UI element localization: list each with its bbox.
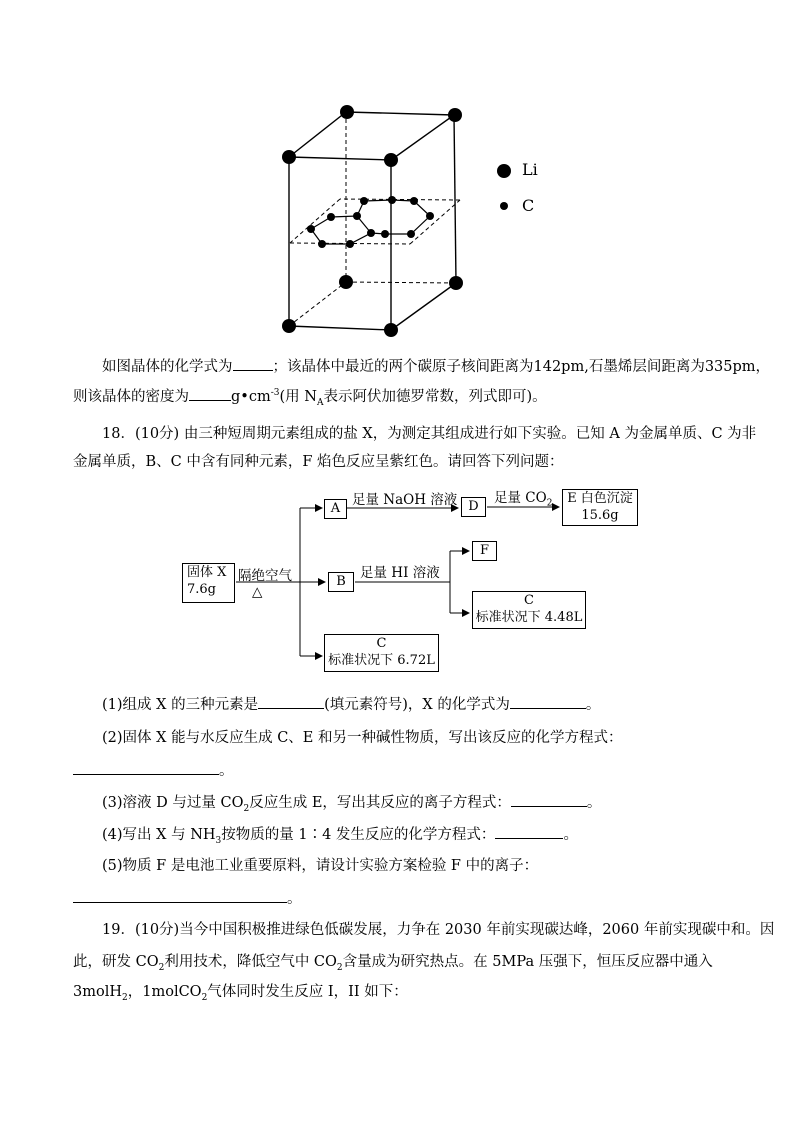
box-a: A xyxy=(324,499,347,519)
heat-symbol: △ xyxy=(252,584,263,600)
box-e: E 白色沉淀 15.6g xyxy=(562,489,638,526)
box-c-lower: C 标准状况下 6.72L xyxy=(324,634,439,672)
q18-sub5-answer: 。 xyxy=(73,888,733,909)
heat-condition-label: 隔绝空气 xyxy=(238,568,292,584)
legend-c-label: C xyxy=(522,196,535,215)
naoh-reagent-label: 足量 NaOH 溶液 xyxy=(352,492,458,508)
q18-sub2-answer: 。 xyxy=(73,760,733,781)
q19-line3: 3molH$_2$，1molCO$_2$气体同时发生反应 I，II 如下： xyxy=(73,984,408,1003)
hi-reagent-label: 足量 HI 溶液 xyxy=(360,565,440,581)
answer-blank[interactable] xyxy=(73,888,287,903)
q18-intro-line1: 18．(10分) 由三种短周期元素组成的盐 X，为测定其组成进行如下实验。已知 A 为金属单质、C 为非 xyxy=(102,426,757,442)
box-d: D xyxy=(461,497,486,517)
answer-blank[interactable] xyxy=(258,694,324,709)
answer-blank[interactable] xyxy=(495,824,563,839)
q18-sub3: (3)溶液 D 与过量 $CO_2$反应生成 E，写出其反应的离子方程式： 。 xyxy=(102,792,762,813)
box-c-upper: C 标准状况下 4.48L xyxy=(472,591,586,629)
q19-line1: 19．(10分)当今中国积极推进绿色低碳发展，力争在 2030 年前实现碳达峰，2060 年前实现碳中和。因 xyxy=(102,922,775,938)
solid-x-box: 固体 X 7.6g xyxy=(182,563,235,603)
box-f: F xyxy=(472,541,497,561)
q18-sub4: (4)写出 X 与 $NH_3$按物质的量 1∶4 发生反应的化学方程式： 。 xyxy=(102,824,762,845)
answer-blank[interactable] xyxy=(73,760,219,775)
answer-blank[interactable] xyxy=(511,792,587,807)
co2-reagent-label: 足量 $CO_2$ xyxy=(494,490,553,509)
answer-blank[interactable] xyxy=(510,694,586,709)
q18-sub5: (5)物质 F 是电池工业重要原料，请设计实验方案检验 F 中的离子： xyxy=(102,858,539,874)
box-b: B xyxy=(328,572,354,592)
q18-sub2: (2)固体 X 能与水反应生成 C、E 和另一种碱性物质，写出该反应的化学方程式： xyxy=(102,730,623,746)
q19-line2: 此，研发 $CO_2$利用技术，降低空气中 $CO_2$含量成为研究热点。在 5MPa 压强下，恒压反应器中通入 xyxy=(73,954,713,973)
q17-line2: 则该晶体的密度为 $g•cm^{-3}$(用 $N_A$表示阿伏加德罗常数，列式即可)。 xyxy=(73,386,733,407)
q18-sub1: (1)组成 X 的三种元素是 (填元素符号)，X 的化学式为 。 xyxy=(102,694,762,715)
legend-li-label: Li xyxy=(522,160,538,179)
q17-line1: 如图晶体的化学式为 ；该晶体中最近的两个碳原子核间距离为142pm,石墨烯层间距离为335pm， xyxy=(102,356,762,377)
q18-intro-line2: 金属单质，B、C 中含有同种元素，F 焰色反应呈紫红色。请回答下列问题： xyxy=(73,454,564,470)
